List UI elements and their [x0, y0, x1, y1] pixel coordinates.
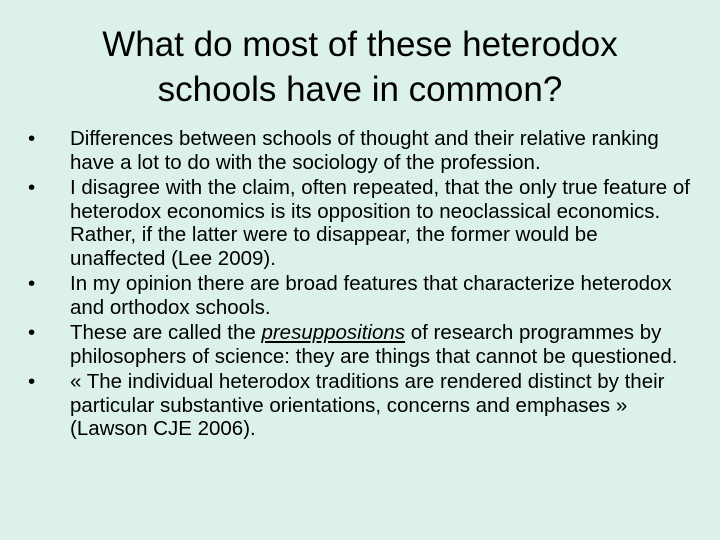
bullet-item-1	[26, 127, 696, 174]
bullet-icon: •	[28, 272, 36, 295]
bullet-item-4	[26, 321, 696, 368]
bullet-item-5	[26, 370, 696, 441]
bullet-text-4-before: These are called the	[70, 321, 262, 344]
bullet-icon: •	[28, 321, 36, 344]
bullet-text-1: Differences between schools of thought and their relative ranking have a lot to do with the sociology of the profession.	[70, 127, 659, 174]
slide-title-line-1: What do most of these heterodox	[102, 25, 618, 64]
bullet-icon: •	[28, 176, 36, 199]
bullet-list	[26, 127, 696, 443]
slide-title-line-2: schools have in common?	[157, 70, 563, 109]
bullet-text-2: I disagree with the claim, often repeated, that the only true feature of heterodox economics is its opposition to neoclassical economics. Rather, if the latter were to disappear, the former would be unaffected (Lee 2009).	[70, 176, 690, 270]
slide-title	[0, 22, 720, 112]
bullet-item-2	[26, 176, 696, 270]
bullet-icon: •	[28, 127, 36, 150]
bullet-text-3: In my opinion there are broad features that characterize heterodox and orthodox schools.	[70, 272, 672, 319]
bullet-text-4-after: of research programmes by philosophers of science: they are things that cannot be questioned.	[70, 321, 678, 368]
bullet-item-3	[26, 272, 696, 319]
presuppositions-emphasis: presuppositions	[261, 321, 406, 344]
bullet-text-5: « The individual heterodox traditions are rendered distinct by their particular substantive orientations, concerns and emphases » (Lawson CJE 2006).	[70, 370, 665, 440]
bullet-icon: •	[28, 370, 36, 393]
